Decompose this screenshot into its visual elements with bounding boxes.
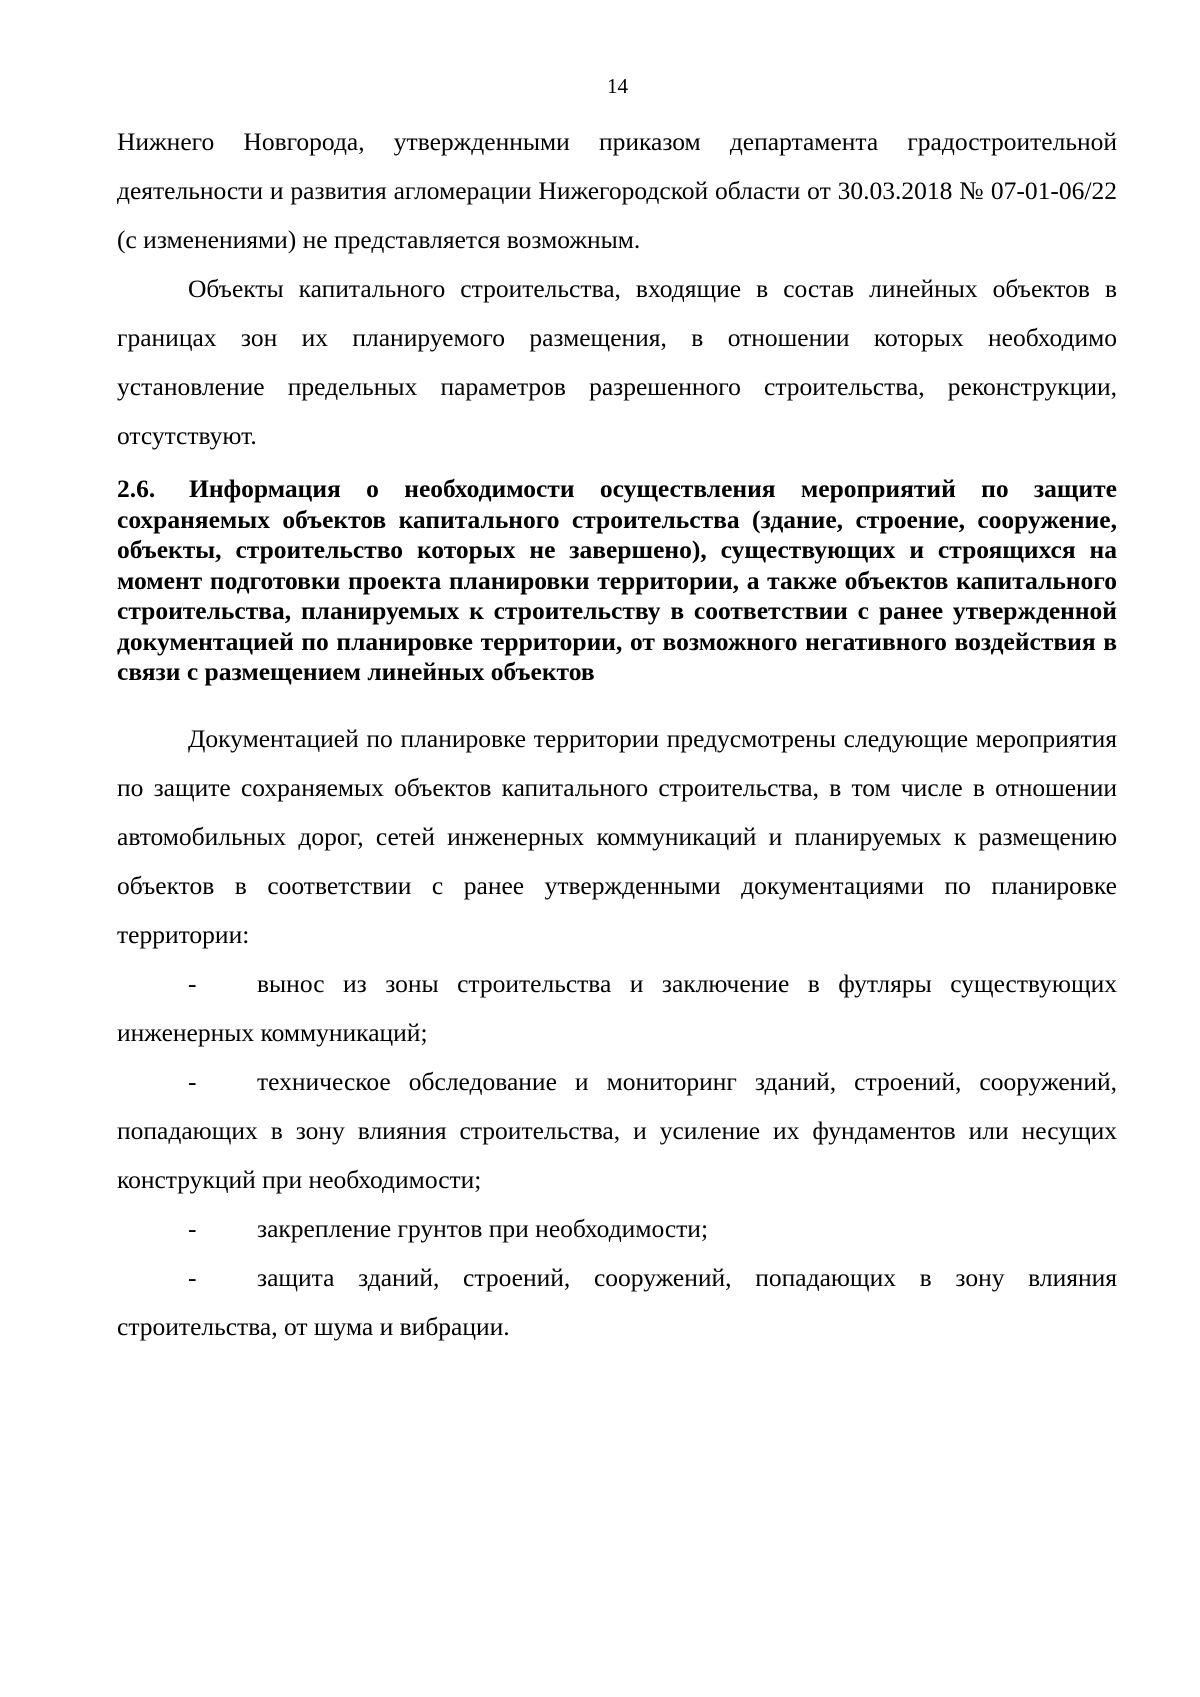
section-heading xyxy=(117,474,1117,688)
paragraph-intro: Документацией по планировке территории предусмотрены следующие мероприятия по защите сохраняемых объектов капитального строительства, в том числе в отношении автомобильных дорог, сетей инженерных коммуникаций и планируемых к размещению объектов в соответствии с ранее утвержденными документациями по планировке территории: xyxy=(117,723,1117,949)
list-item-text: техническое обследование и мониторинг зданий, строений, сооружений, попадающих в зону влияния строительства, и усиление их фундаментов или несущих конструкций при необходимости; xyxy=(117,1066,1117,1194)
list-marker: - xyxy=(188,1066,197,1096)
list-marker: - xyxy=(188,1213,197,1243)
paragraph-capital-objects: Объекты капитального строительства, входящие в состав линейных объектов в границах зон их планируемого размещения, в отношении которых необходимо установление предельных параметров разрешенного строительства, реконструкции, отсутствуют. xyxy=(117,274,1117,450)
section-title: Информация о необходимости осуществления мероприятий по защите сохраняемых объектов капитального строительства (здание, строение, сооружение, объекты, строительство которых не завершено), существующих и строящихся на момент подготовки проекта планировки территории, а также объектов капитального строительства, планируемых к строительству в соответствии с ранее утвержденной документацией по планировке территории, от возможного негативного воздействия в связи с размещением линейных объектов xyxy=(117,474,1117,686)
spacer xyxy=(117,688,1117,714)
spacer xyxy=(117,460,1117,474)
list-item xyxy=(117,1204,1117,1253)
paragraph-continuation: Нижнего Новгорода, утвержденными приказом департамента градостроительной деятельности и развития агломерации Нижегородской области от 30.03.2018 № 07-01-06/22 (с изменениями) не представляется возможным. xyxy=(117,127,1117,254)
list-marker: - xyxy=(188,1262,197,1292)
section-number: 2.6. xyxy=(117,474,156,503)
list-item-text: закрепление грунтов при необходимости; xyxy=(257,1213,709,1243)
list-item-text: вынос из зоны строительства и заключение в футляры существующих инженерных коммуникаций; xyxy=(117,968,1117,1047)
list-item-text: защита зданий, строений, сооружений, попадающих в зону влияния строительства, от шума и вибрации. xyxy=(117,1262,1117,1341)
list-marker: - xyxy=(188,968,197,998)
page-number: 14 xyxy=(607,74,628,98)
list-item xyxy=(117,959,1117,1057)
document-body xyxy=(117,117,1117,1351)
list-item xyxy=(117,1253,1117,1351)
list-item xyxy=(117,1057,1117,1204)
